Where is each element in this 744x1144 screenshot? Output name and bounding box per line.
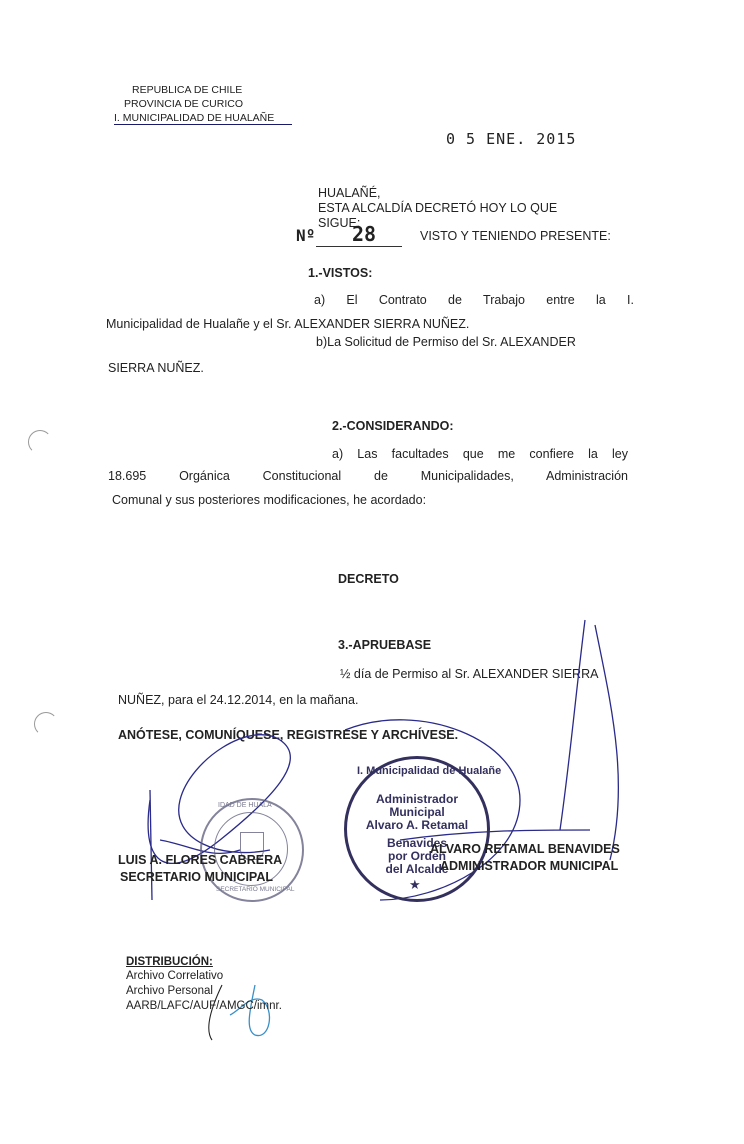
date-stamp: 0 5 ENE. 2015	[446, 130, 577, 148]
left-seal-ring-top: IDAD DE HUALA	[218, 802, 272, 809]
intro-line2: SIGUE:	[318, 216, 361, 230]
apruebase-title: 3.-APRUEBASE	[338, 638, 432, 652]
apruebase-line1: ½ día de Permiso al Sr. ALEXANDER SIERRA	[340, 667, 599, 681]
right-seal-line4: Benavides	[386, 836, 448, 850]
distribution-title: DISTRIBUCIÓN:	[126, 956, 213, 968]
considerando-line3: Comunal y sus posteriores modificaciones, he acordado:	[112, 493, 427, 507]
right-seal	[344, 756, 502, 902]
header-municipalidad: I. MUNICIPALIDAD DE HUALAÑE	[114, 112, 275, 124]
right-seal-line6: del Alcalde	[385, 862, 449, 876]
decree-number: 28	[352, 222, 377, 246]
vistos-b-line2: SIERRA NUÑEZ.	[108, 361, 204, 375]
left-signer-title: SECRETARIO MUNICIPAL	[120, 870, 274, 884]
considerando-line1: a) Las facultades que me confiere la ley	[332, 447, 628, 461]
right-seal-line1: Administrador	[375, 792, 458, 806]
right-seal-ring: I. Municipalidad de Hualañe	[357, 765, 502, 777]
header-republica: REPUBLICA DE CHILE	[132, 84, 243, 96]
decreto-title: DECRETO	[338, 572, 399, 586]
intro-place: HUALAÑÉ,	[318, 186, 381, 200]
left-seal	[200, 798, 304, 902]
distribution-item: Archivo Personal	[126, 985, 213, 997]
left-seal-ring-bottom: SECRETARIO MUNICIPAL	[216, 886, 295, 893]
considerando-line2: 18.695 Orgánica Constitucional de Municipalidades, Administración	[108, 469, 628, 483]
right-seal-star-icon: ★	[409, 877, 421, 892]
number-underline	[316, 246, 402, 247]
right-signer-name: ALVARO RETAMAL BENAVIDES	[430, 842, 620, 856]
closing-formula: ANÓTESE, COMUNÍQUESE, REGISTRESE Y ARCHÍVESE.	[118, 728, 459, 742]
header-underline	[114, 124, 292, 125]
right-seal-line3: Alvaro A. Retamal	[365, 818, 469, 832]
vistos-a-line2: Municipalidad de Hualañe y el Sr. ALEXANDER SIERRA NUÑEZ.	[106, 317, 470, 331]
punch-hole-top	[28, 430, 52, 454]
right-seal-line5: por Orden	[387, 849, 446, 863]
decree-number-prefix: Nº	[296, 226, 316, 245]
vistos-a-line1: a) El Contrato de Trabajo entre la I.	[314, 293, 634, 307]
visto-label: VISTO Y TENIENDO PRESENTE:	[420, 229, 611, 243]
right-signer-title: ADMINISTRADOR MUNICIPAL	[440, 859, 619, 873]
punch-hole-bottom	[34, 712, 58, 736]
distribution-item: AARB/LAFC/AUF/AMGC/imnr.	[126, 1000, 282, 1012]
right-seal-line2: Municipal	[389, 805, 445, 819]
distribution-item: Archivo Correlativo	[126, 970, 224, 982]
vistos-title: 1.-VISTOS:	[308, 266, 373, 280]
left-signer-name: LUIS A. FLORES CABRERA	[118, 853, 283, 867]
considerando-title: 2.-CONSIDERANDO:	[332, 419, 454, 433]
vistos-b-line1: b)La Solicitud de Permiso del Sr. ALEXANDER	[316, 335, 576, 349]
header-provincia: PROVINCIA DE CURICO	[124, 98, 244, 110]
intro-line1: ESTA ALCALDÍA DECRETÓ HOY LO QUE	[318, 201, 558, 215]
apruebase-line2: NUÑEZ, para el 24.12.2014, en la mañana.	[118, 693, 359, 707]
